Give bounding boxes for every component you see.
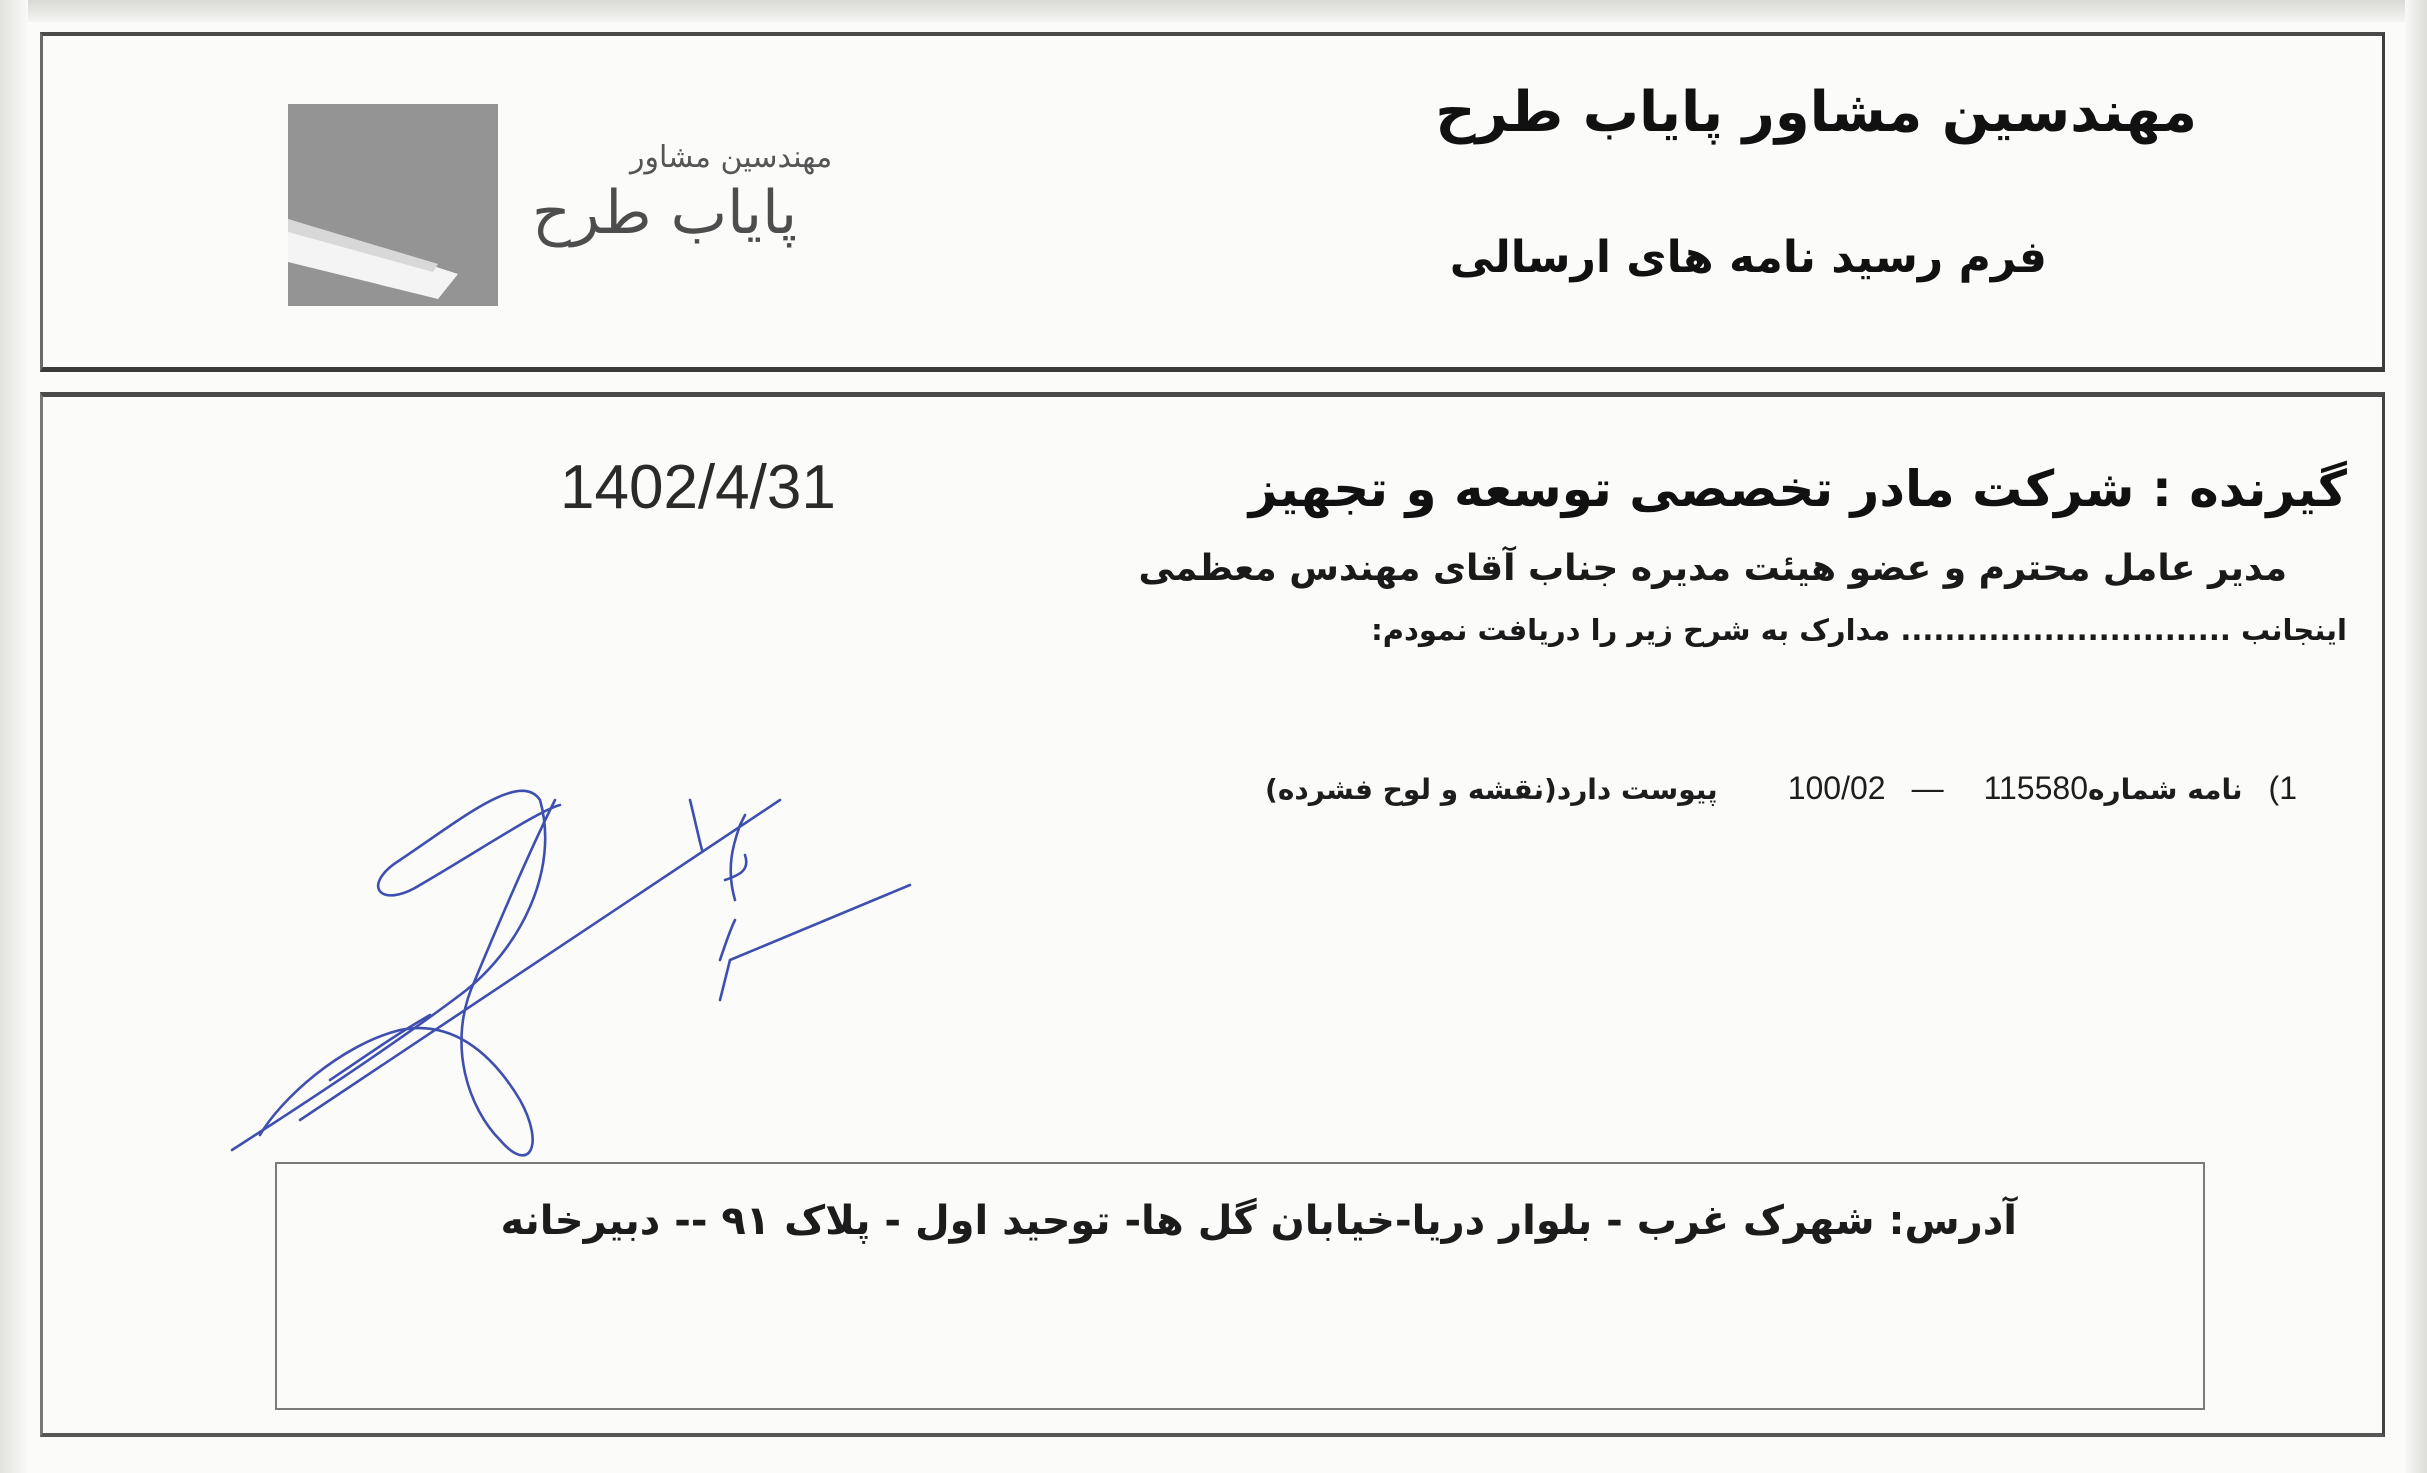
address-text: آدرس: شهرک غرب - بلوار دریا-خیابان گل ها- توحید اول - پلاک ۹۱ -- دبیرخانه xyxy=(500,1198,2017,1244)
scan-edge-left xyxy=(0,0,28,1473)
logo-text-big: پایاب طرح xyxy=(532,178,798,248)
letter-date: 1402/4/31 xyxy=(560,453,836,522)
scan-edge-top xyxy=(0,0,2427,22)
scan-edge-right xyxy=(2405,0,2427,1473)
item-dash: — xyxy=(1911,770,1944,806)
company-logo-icon xyxy=(288,104,498,306)
item-letter-number: 115580 xyxy=(1983,770,2088,806)
list-item xyxy=(1265,770,2297,810)
form-subtitle: فرم رسید نامه های ارسالی xyxy=(1449,232,2047,283)
recipient-line: گیرنده : شرکت مادر تخصصی توسعه و تجهیز xyxy=(1248,460,2347,518)
manager-line: مدیر عامل محترم و عضو هیئت مدیره جناب آقای مهندس معظمی xyxy=(1138,548,2287,589)
handwritten-signature-icon xyxy=(220,780,940,1220)
company-title: مهندسین مشاور پایاب طرح xyxy=(1435,80,2197,145)
item-number-label: 1) xyxy=(2268,770,2297,806)
logo-graphic xyxy=(288,104,498,306)
logo-text-small: مهندسین مشاور xyxy=(630,140,833,175)
receipt-statement: اینجانب .............................. مدارک به شرح زیر را دریافت نمودم: xyxy=(1371,613,2347,647)
item-attachment-note: پیوست دارد(نقشه و لوح فشرده) xyxy=(1265,773,1718,806)
item-letter-code: 100/02 xyxy=(1787,770,1886,806)
item-letter-label: نامه شماره xyxy=(2087,773,2243,806)
